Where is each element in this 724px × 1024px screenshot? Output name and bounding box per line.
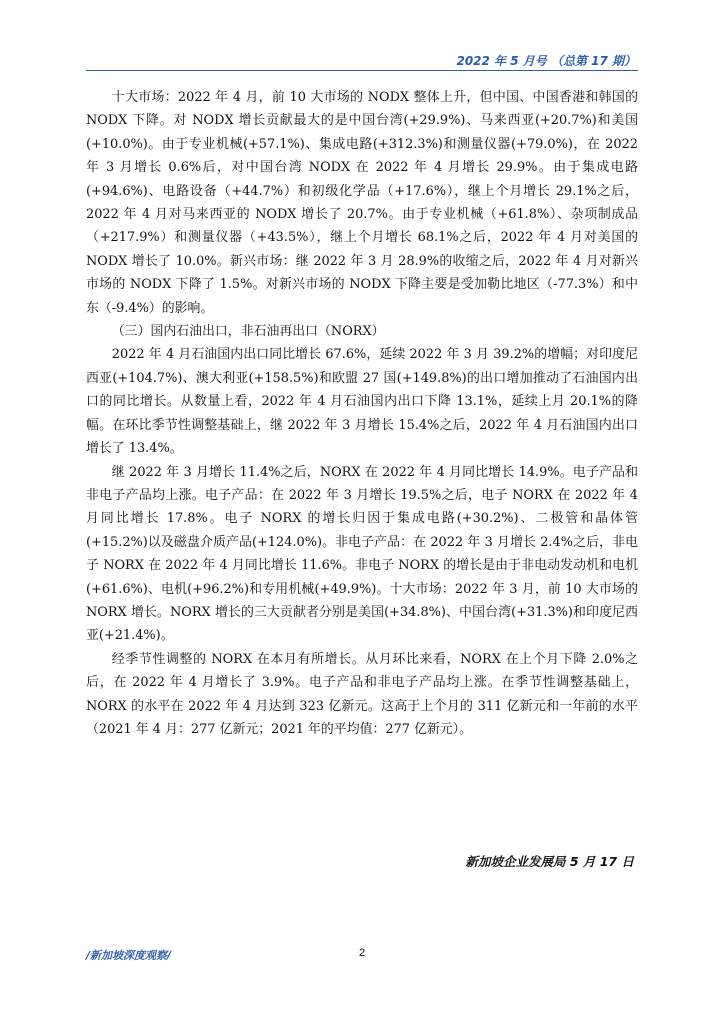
footer-publication-title: /新加坡深度观察/ xyxy=(86,949,172,962)
signature: 新加坡企业发展局 5 月 17 日 xyxy=(465,854,634,869)
header-rule xyxy=(86,70,638,71)
page-number: 2 xyxy=(358,947,366,959)
article-body xyxy=(86,86,638,741)
paragraph-norx-growth: 继 2022 年 3 月增长 11.4%之后，NORX 在 2022 年 4 月同比增长 14.9%。电子产品和非电子产品均上涨。电子产品：在 2022 年 3 月增长 19.5%之后，电子 NORX 在 2022 年 4 月同比增长 17.8%。电子 NORX 的增长归因于集成电路(+30.2%)、二极管和晶体管(+15.2%)以及磁盘介质产品(+124.0%)。非电子产品：在 2022 年 3 月增长 2.4%之后，非电子 NORX 在 2022 年 4 月同比增长 11.6%。非电子 NORX 的增长是由于非电动发动机和电机(+61.6%)、电机(+96.2%)和专用机械(+49.9%)。十大市场：2022 年 3 月，前 10 大市场的 NORX 增长。NORX 增长的三大贡献者分别是美国(+34.8%)、中国台湾(+31.3%)和印度尼西亚(+21.4%)。 xyxy=(86,464,638,644)
issue-label: 2022 年 5 月号 （总第 17 期） xyxy=(456,54,636,68)
paragraph-seasonally-adjusted-norx: 经季节性调整的 NORX 在本月有所增长。从月环比来看，NORX 在上个月下降 2.0%之后，在 2022 年 4 月增长了 3.9%。电子产品和非电子产品均上涨。在季节性调整基础上，NORX 的水平在 2022 年 4 月达到 323 亿新元。这高于上个月的 311 亿新元和一年前的水平（2021 年 4 月：277 亿新元；2021 年的平均值：277 亿新元）。 xyxy=(86,651,638,737)
section-heading-norx: （三）国内石油出口，非石油再出口（NORX） xyxy=(111,324,385,340)
paragraph-top-markets-nodx: 十大市场：2022 年 4 月，前 10 大市场的 NODX 整体上升，但中国、中国香港和韩国的 NODX 下降。对 NODX 增长贡献最大的是中国台湾(+29.9%)、马来西亚(+20.7%)和美国(+10.0%)。由于专业机械(+57.1%)、集成电路(+312.3%)和测量仪器(+79.0%)，在 2022 年 3 月增长 0.6%后，对中国台湾 NODX 在 2022 年 4 月增长 29.9%。由于集成电路(+94.6%)、电路设备（+44.7%）和初级化学品（+17.6%），继上个月增长 29.1%之后，2022 年 4 月对马来西亚的 NODX 增长了 20.7%。由于专业机械（+61.8%）、杂项制成品（+217.9%）和测量仪器（+43.5%），继上个月增长 68.1%之后，2022 年 4 月对美国的 NODX 增长了 10.0%。新兴市场：继 2022 年 3 月 28.9%的收缩之后，2022 年 4 月对新兴市场的 NODX 下降了 1.5%。对新兴市场的 NODX 下降主要是受加勒比地区（-77.3%）和中东（-9.4%）的影响。 xyxy=(86,90,638,316)
paragraph-oil-domestic-exports: 2022 年 4 月石油国内出口同比增长 67.6%，延续 2022 年 3 月 39.2%的增幅；对印度尼西亚(+104.7%)、澳大利亚(+158.5%)和欧盟 27 国(+149.8%)的出口增加推动了石油国内出口的同比增长。从数量上看，2022 年 4 月石油国内出口下降 13.1%，延续上月 20.1%的降幅。在环比季节性调整基础上，继 2022 年 3 月增长 15.4%之后，2022 年 4 月石油国内出口增长了 13.4%。 xyxy=(86,347,638,457)
